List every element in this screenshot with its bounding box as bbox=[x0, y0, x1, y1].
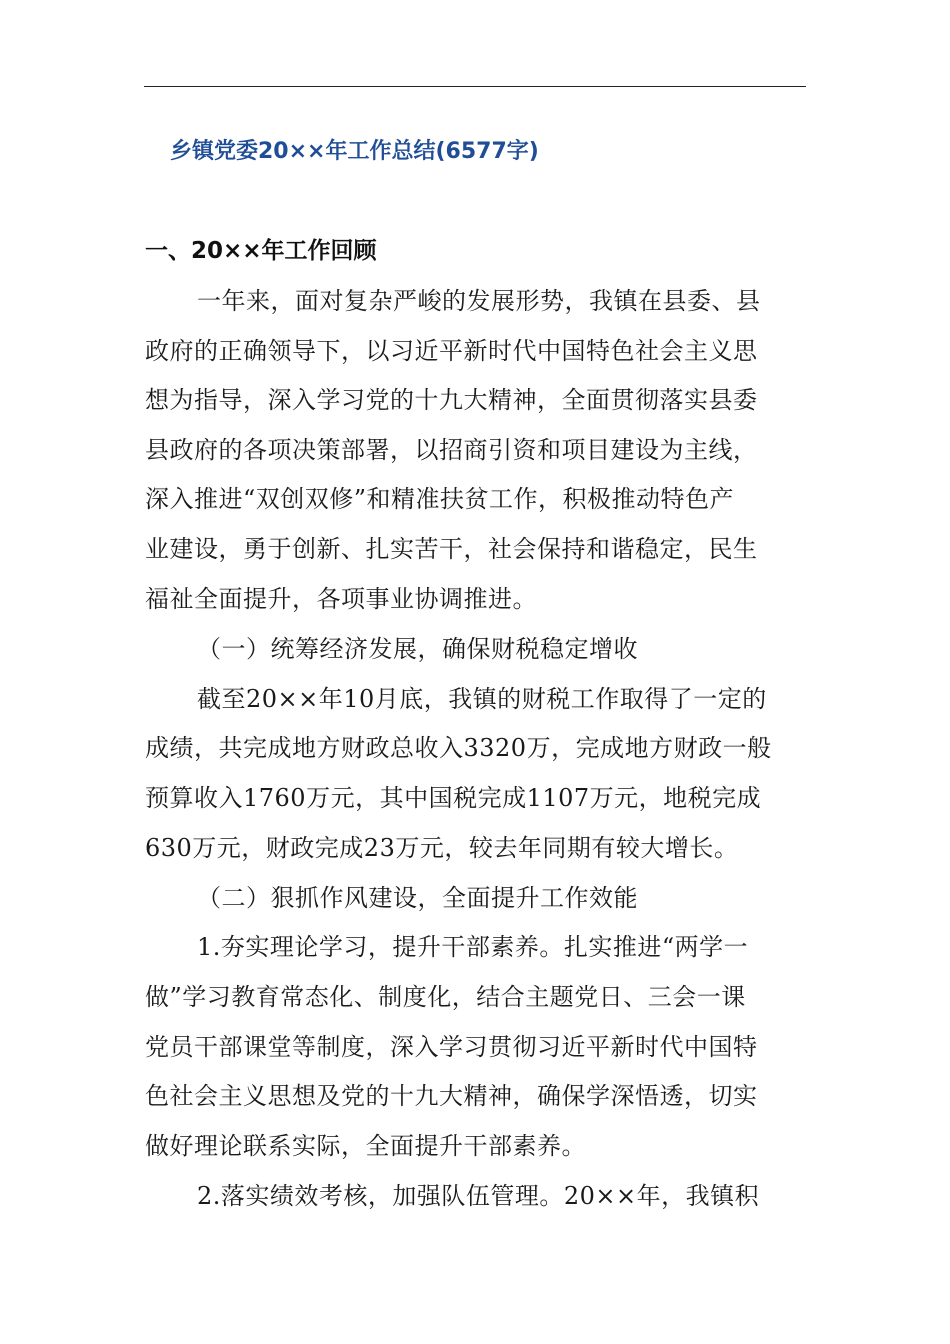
paragraph-line: 预算收入1760万元，其中国税完成1107万元，地税完成 bbox=[145, 784, 762, 812]
subsection-heading: （二）狠抓作风建设，全面提升工作效能 bbox=[197, 884, 638, 912]
paragraph-line: 县政府的各项决策部署，以招商引资和项目建设为主线， bbox=[145, 436, 758, 464]
paragraph-line: 截至20××年10月底，我镇的财税工作取得了一定的 bbox=[197, 685, 767, 713]
paragraph-line: 做好理论联系实际，全面提升干部素养。 bbox=[145, 1132, 586, 1160]
subsection-heading: （一）统筹经济发展，确保财税稳定增收 bbox=[197, 635, 638, 663]
paragraph-line: 政府的正确领导下，以习近平新时代中国特色社会主义思 bbox=[145, 337, 758, 365]
paragraph-line: 福祉全面提升，各项事业协调推进。 bbox=[145, 585, 537, 613]
paragraph-line: 2.落实绩效考核，加强队伍管理。20××年，我镇积 bbox=[197, 1182, 760, 1210]
document-title: 乡镇党委20××年工作总结(6577字) bbox=[170, 139, 539, 164]
paragraph-line: 做”学习教育常态化、制度化，结合主题党日、三会一课 bbox=[145, 983, 746, 1011]
paragraph-line: 深入推进“双创双修”和精准扶贫工作，积极推动特色产 bbox=[145, 485, 735, 513]
paragraph-line: 一年来，面对复杂严峻的发展形势，我镇在县委、县 bbox=[197, 287, 761, 315]
paragraph-line: 色社会主义思想及党的十九大精神，确保学深悟透，切实 bbox=[145, 1082, 758, 1110]
paragraph-line: 成绩，共完成地方财政总收入3320万，完成地方财政一般 bbox=[145, 734, 772, 762]
paragraph-line: 630万元，财政完成23万元，较去年同期有较大增长。 bbox=[145, 834, 739, 862]
section-heading: 一、20××年工作回顾 bbox=[145, 238, 377, 264]
header-rule bbox=[144, 86, 806, 87]
paragraph-line: 1.夯实理论学习，提升干部素养。扎实推进“两学一 bbox=[197, 933, 749, 961]
paragraph-line: 业建设，勇于创新、扎实苦干，社会保持和谐稳定，民生 bbox=[145, 535, 758, 563]
paragraph-line: 党员干部课堂等制度，深入学习贯彻习近平新时代中国特 bbox=[145, 1033, 758, 1061]
paragraph-line: 想为指导，深入学习党的十九大精神，全面贯彻落实县委 bbox=[145, 386, 758, 414]
